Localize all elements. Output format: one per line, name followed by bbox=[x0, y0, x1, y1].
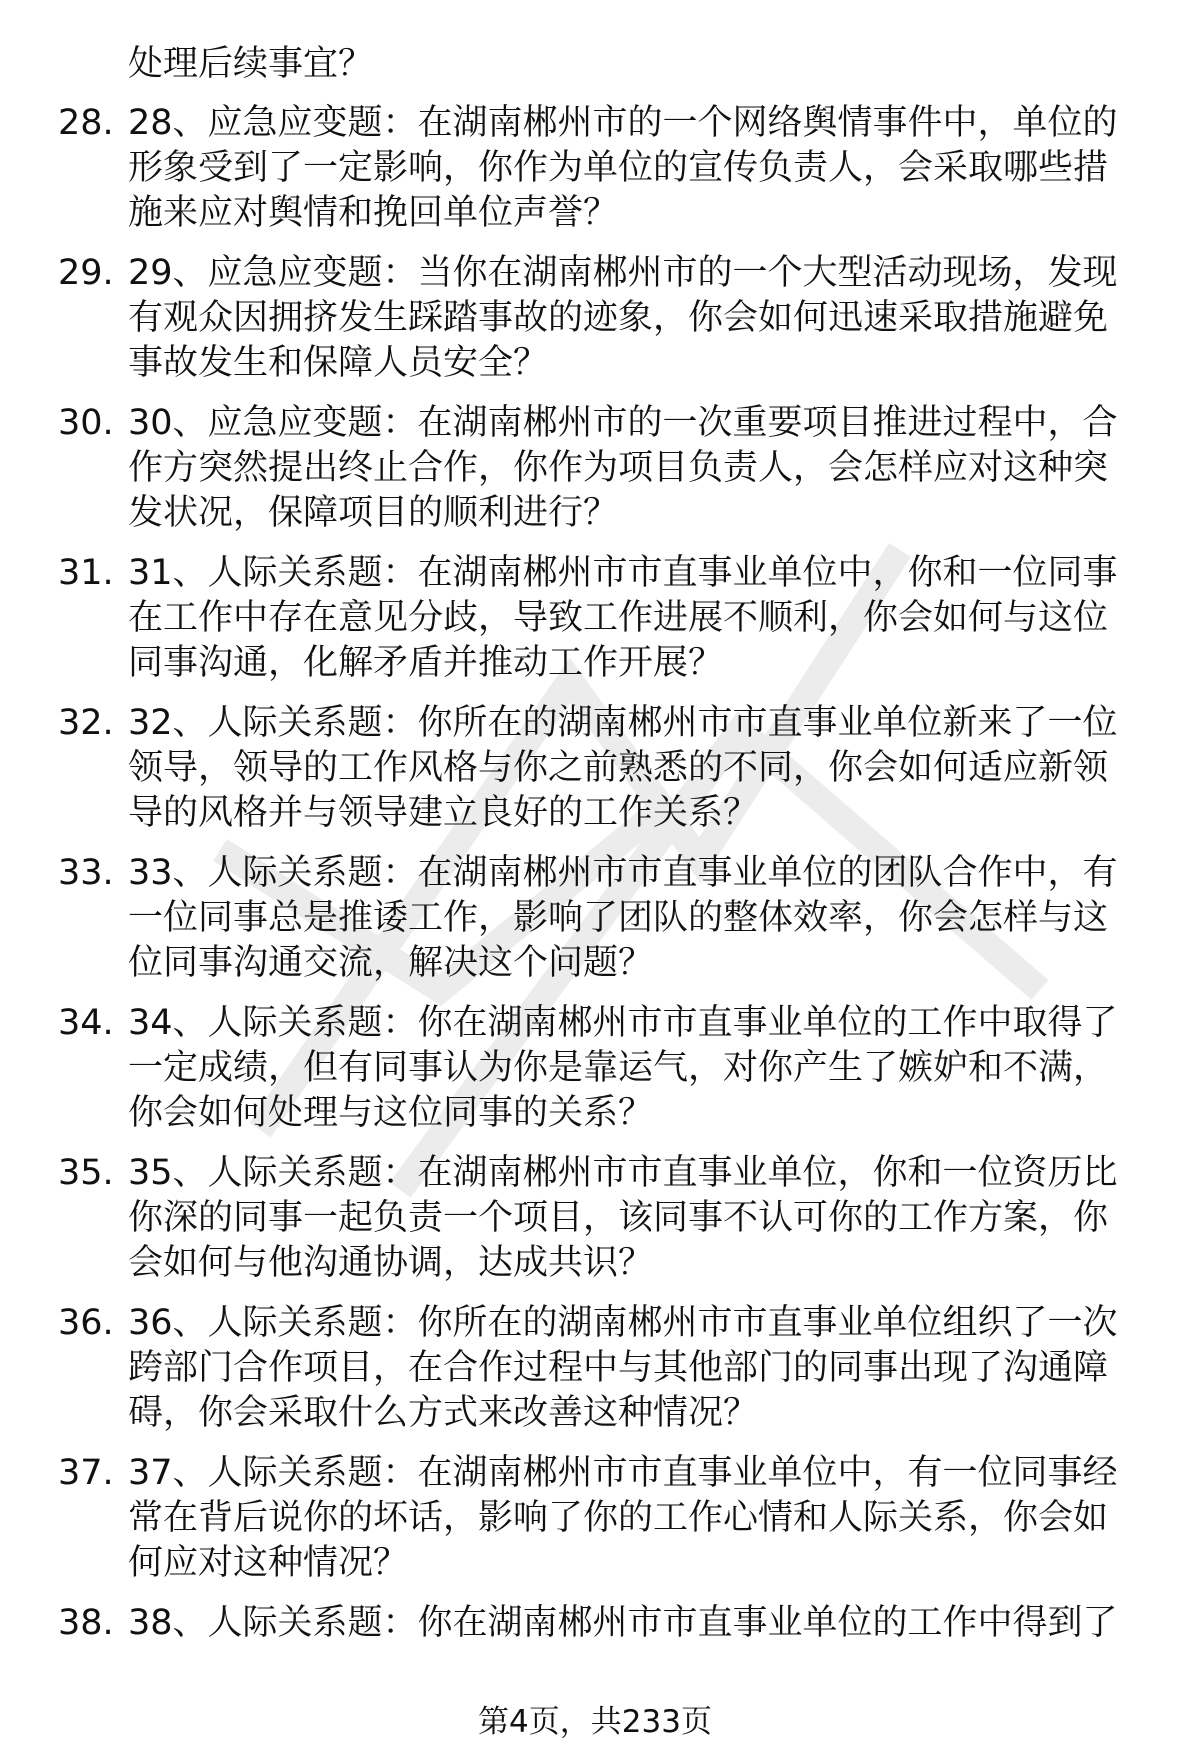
item-line: 28、应急应变题：在湖南郴州市的一个网络舆情事件中，单位的 bbox=[128, 103, 1118, 143]
item-number: 36. bbox=[58, 1303, 114, 1343]
item-line: 37、人际关系题：在湖南郴州市市直事业单位中，有一位同事经 bbox=[128, 1453, 1118, 1493]
item-line: 你会如何处理与这位同事的关系？ bbox=[128, 1093, 654, 1133]
item-line: 31、人际关系题：在湖南郴州市市直事业单位中，你和一位同事 bbox=[128, 553, 1118, 593]
list-item bbox=[58, 851, 1148, 986]
list-item bbox=[58, 101, 1148, 236]
item-text bbox=[128, 551, 1138, 686]
item-line: 有观众因拥挤发生踩踏事故的迹象，你会如何迅速采取措施避免 bbox=[128, 298, 1109, 338]
item-line: 一定成绩，但有同事认为你是靠运气，对你产生了嫉妒和不满， bbox=[128, 1048, 1109, 1088]
item-text bbox=[128, 401, 1138, 536]
item-line: 一位同事总是推诿工作，影响了团队的整体效率，你会怎样与这 bbox=[128, 898, 1109, 938]
item-line: 跨部门合作项目，在合作过程中与其他部门的同事出现了沟通障 bbox=[128, 1348, 1109, 1388]
item-line: 作方突然提出终止合作，你作为项目负责人，会怎样应对这种突 bbox=[128, 448, 1109, 488]
item-line: 位同事沟通交流，解决这个问题？ bbox=[128, 943, 654, 983]
list-item bbox=[58, 1601, 1148, 1646]
item-text bbox=[128, 1301, 1138, 1436]
item-text bbox=[128, 251, 1138, 386]
item-line: 35、人际关系题：在湖南郴州市市直事业单位，你和一位资历比 bbox=[128, 1153, 1118, 1193]
item-number: 32. bbox=[58, 703, 114, 743]
list-item bbox=[58, 251, 1148, 386]
item-line: 施来应对舆情和挽回单位声誉？ bbox=[128, 193, 619, 233]
item-line: 同事沟通，化解矛盾并推动工作开展？ bbox=[128, 643, 724, 683]
list-item bbox=[58, 1001, 1148, 1136]
item-number: 30. bbox=[58, 403, 114, 443]
item-line: 常在背后说你的坏话，影响了你的工作心情和人际关系，你会如 bbox=[128, 1498, 1109, 1538]
list-item bbox=[58, 551, 1148, 686]
page-footer: 第4页，共233页 bbox=[478, 1704, 712, 1740]
continuation-line: 处理后续事宜？ bbox=[128, 44, 374, 84]
list-item bbox=[58, 401, 1148, 536]
item-line: 事故发生和保障人员安全？ bbox=[128, 343, 549, 383]
item-number: 35. bbox=[58, 1153, 114, 1193]
item-line: 32、人际关系题：你所在的湖南郴州市市直事业单位新来了一位 bbox=[128, 703, 1118, 743]
item-number: 31. bbox=[58, 553, 114, 593]
list-item bbox=[58, 1301, 1148, 1436]
item-text bbox=[128, 1601, 1138, 1646]
item-text bbox=[128, 851, 1138, 986]
question-list bbox=[58, 42, 1148, 1661]
item-line: 形象受到了一定影响，你作为单位的宣传负责人，会采取哪些措 bbox=[128, 148, 1109, 188]
item-text bbox=[128, 1001, 1138, 1136]
list-item bbox=[58, 1451, 1148, 1586]
item-number: 28. bbox=[58, 103, 114, 143]
item-text bbox=[128, 701, 1138, 836]
item-number: 29. bbox=[58, 253, 114, 293]
item-line: 何应对这种情况？ bbox=[128, 1543, 409, 1583]
item-line: 领导，领导的工作风格与你之前熟悉的不同，你会如何适应新领 bbox=[128, 748, 1109, 788]
item-line: 29、应急应变题：当你在湖南郴州市的一个大型活动现场，发现 bbox=[128, 253, 1118, 293]
item-line: 34、人际关系题：你在湖南郴州市市直事业单位的工作中取得了 bbox=[128, 1003, 1118, 1043]
item-line: 发状况，保障项目的顺利进行？ bbox=[128, 493, 619, 533]
item-text bbox=[128, 1451, 1138, 1586]
item-line: 在工作中存在意见分歧，导致工作进展不顺利，你会如何与这位 bbox=[128, 598, 1109, 638]
item-text bbox=[128, 1151, 1138, 1286]
item-line: 30、应急应变题：在湖南郴州市的一次重要项目推进过程中，合 bbox=[128, 403, 1118, 443]
item-number: 37. bbox=[58, 1453, 114, 1493]
item-line: 38、人际关系题：你在湖南郴州市市直事业单位的工作中得到了 bbox=[128, 1603, 1118, 1643]
item-line: 碍，你会采取什么方式来改善这种情况？ bbox=[128, 1393, 759, 1433]
item-number: 33. bbox=[58, 853, 114, 893]
item-number: 34. bbox=[58, 1003, 114, 1043]
item-line: 会如何与他沟通协调，达成共识？ bbox=[128, 1243, 654, 1283]
item-line: 36、人际关系题：你所在的湖南郴州市市直事业单位组织了一次 bbox=[128, 1303, 1118, 1343]
item-number: 38. bbox=[58, 1603, 114, 1643]
item-text bbox=[128, 101, 1138, 236]
list-item bbox=[58, 1151, 1148, 1286]
list-item bbox=[58, 701, 1148, 836]
item-line: 你深的同事一起负责一个项目，该同事不认可你的工作方案，你 bbox=[128, 1198, 1109, 1238]
item-line: 33、人际关系题：在湖南郴州市市直事业单位的团队合作中，有 bbox=[128, 853, 1118, 893]
item-line: 导的风格并与领导建立良好的工作关系？ bbox=[128, 793, 759, 833]
